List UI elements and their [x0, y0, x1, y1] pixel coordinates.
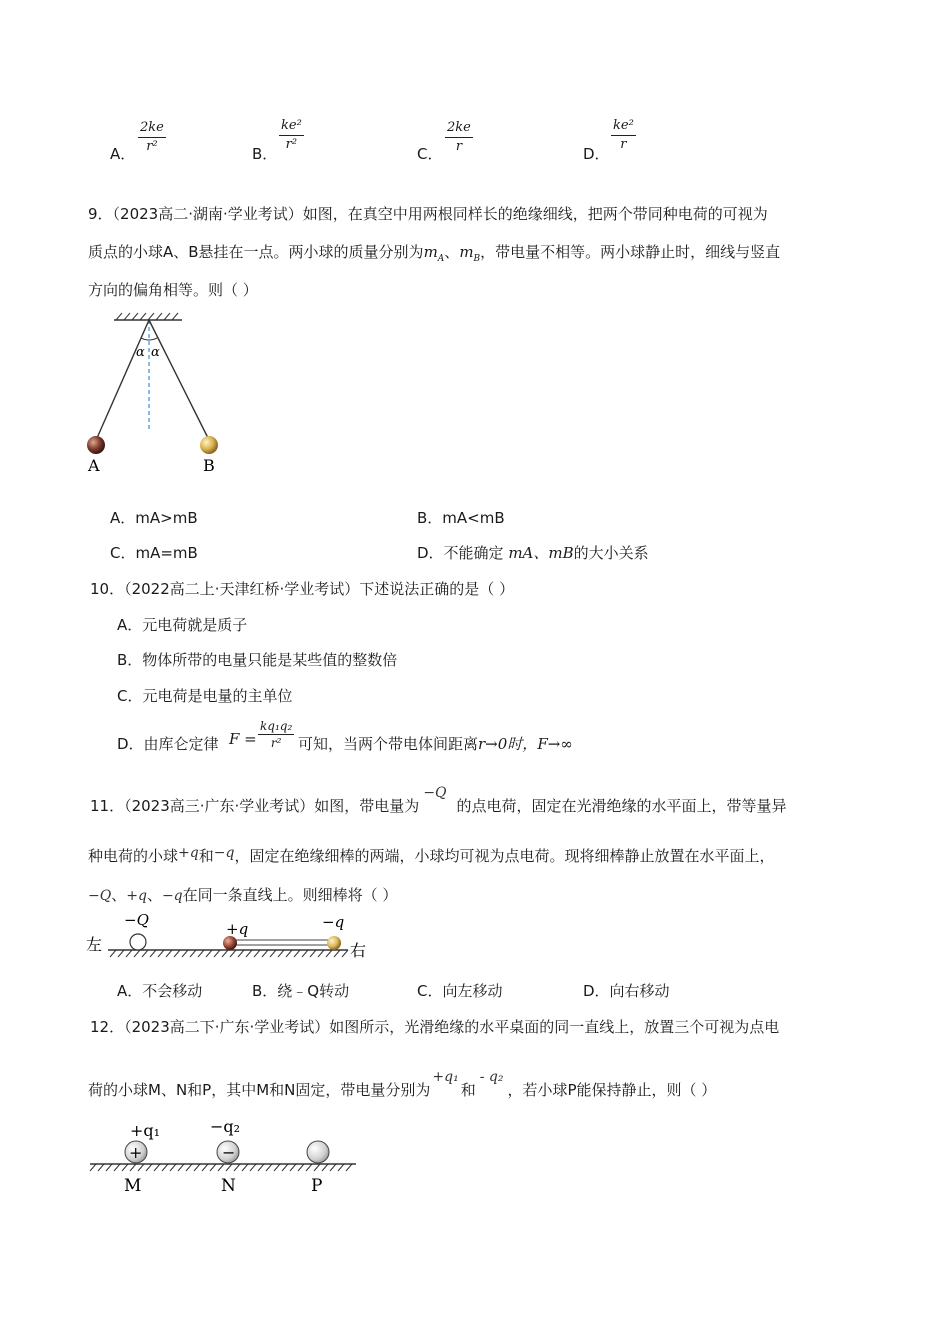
label-b: B [203, 456, 215, 475]
label-neg-Q: −Q [124, 911, 149, 929]
thread-b [149, 320, 208, 438]
q11-option-c[interactable]: C．向左移动 [417, 982, 503, 1000]
label-n: N [221, 1176, 236, 1196]
right-label: 右 [350, 941, 367, 960]
q12-stem-line1: 12．（2023高二下·广东·学业考试）如图所示，光滑绝缘的水平桌面的同一直线上，放置三个可视为点电 [90, 1018, 780, 1036]
left-label: 左 [86, 935, 103, 954]
q9-pendulum-figure [80, 308, 230, 478]
q8-option-a-fraction: $\frac{2ke}{\text{r²}}$ [140, 120, 164, 154]
label-q2: −q₂ [210, 1118, 241, 1136]
ball-plus-q [223, 936, 237, 950]
table-hatch [90, 1164, 352, 1171]
ball-b [200, 436, 218, 454]
ceiling-hatch [116, 313, 178, 320]
q9-option-b[interactable]: B．mA<mB [417, 509, 505, 527]
q8-option-d-fraction: $\frac{\text{ke²}}{r}$ [613, 118, 634, 152]
minus-sign: − [222, 1143, 236, 1162]
q9-option-d[interactable]: D．不能确定 mA、mB的大小关系 [417, 544, 649, 562]
ball-a [87, 436, 105, 454]
q10-option-a[interactable]: A．元电荷就是质子 [117, 616, 248, 634]
q11-stem-line1: 11．（2023高三·广东·学业考试）如图，带电量为−Q的点电荷，固定在光滑绝缘的水平面上，带等量异 [90, 785, 787, 815]
q8-option-b-fraction: $\frac{\text{ke²}}{\text{r²}}$ [281, 118, 302, 152]
q11-stem-line3: −Q、+q、−q在同一条直线上。则细棒将（ ） [88, 886, 398, 904]
q9-stem-line3: 方向的偏角相等。则（ ） [88, 281, 258, 299]
q11-figure [86, 910, 376, 966]
angle-arc [141, 338, 157, 340]
q9-stem-line1: 9．（2023高二·湖南·学业考试）如图，在真空中用两根同样长的绝缘细线，把两个带同种电荷的可视为 [88, 205, 768, 223]
angle-label-left: α [136, 345, 145, 360]
q11-option-b[interactable]: B．绕﹣Q转动 [252, 982, 350, 1000]
label-plus-q: +q [226, 920, 249, 938]
q8-option-d-label: D． [583, 145, 610, 163]
q8-option-b-label: B． [252, 145, 278, 163]
plus-sign: + [129, 1143, 143, 1162]
q11-option-a[interactable]: A．不会移动 [117, 982, 203, 1000]
q10-option-d[interactable]: D．由库仑定律 [117, 735, 219, 753]
q10-coulomb-fraction: $\frac{\text{kq₁q₂}}{\text{r²}}$ [260, 719, 293, 750]
q10-option-d-rest: 可知，当两个带电体间距离r→0时，F→∞ [298, 735, 573, 753]
label-minus-q: −q [322, 913, 345, 931]
q11-option-d[interactable]: D．向右移动 [583, 982, 670, 1000]
label-p: P [311, 1176, 323, 1196]
insulating-rod [230, 940, 334, 945]
q8-option-a-label: A． [110, 145, 136, 163]
q8-option-c-fraction: $\frac{2ke}{r}$ [447, 120, 471, 154]
q10-option-b[interactable]: B．物体所带的电量只能是某些值的整数倍 [117, 651, 398, 669]
ball-minus-q [327, 936, 341, 950]
charge-neg-Q [130, 934, 146, 950]
label-q1: +q₁ [130, 1121, 161, 1140]
q9-option-a[interactable]: A．mA>mB [110, 509, 198, 527]
q10-option-c[interactable]: C．元电荷是电量的主单位 [117, 687, 293, 705]
label-a: A [88, 456, 100, 475]
q11-stem-line2: 种电荷的小球+q和−q，固定在绝缘细棒的两端，小球均可视为点电荷。现将细棒静止放置在水平面上， [88, 845, 775, 865]
q9-option-c[interactable]: C．mA=mB [110, 544, 198, 562]
ball-p [307, 1141, 329, 1163]
angle-label-right: α [151, 345, 160, 360]
q12-stem-line2: 荷的小球M、N和P，其中M和N固定，带电量分别为+q₁和- q₂，若小球P能保持静止，则（ ） [88, 1069, 717, 1099]
surface-hatch [110, 950, 348, 957]
q10-formula-lhs: F = [229, 730, 257, 748]
q8-option-c-label: C． [417, 145, 443, 163]
label-m: M [124, 1176, 142, 1196]
q9-stem-line2: 质点的小球A、B悬挂在一点。两小球的质量分别为$m_A$、$m_B$，带电量不相等。两小球静止时，细线与竖直 [88, 243, 781, 264]
q10-stem: 10．（2022高二上·天津红桥·学业考试）下述说法正确的是（ ） [90, 580, 515, 598]
q12-figure [86, 1118, 362, 1200]
